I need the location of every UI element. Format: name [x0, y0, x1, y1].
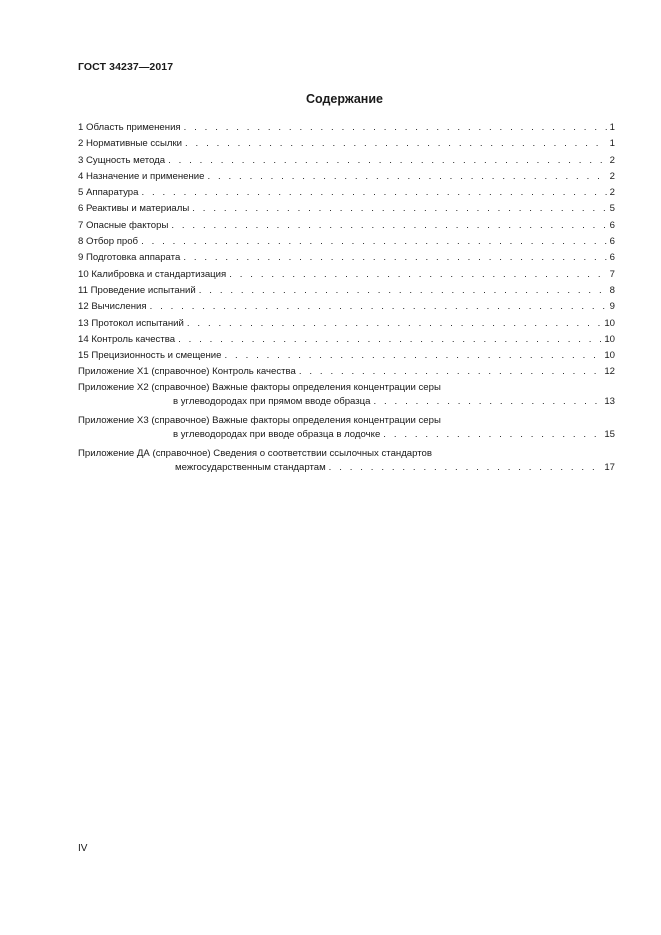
toc-entry-text: Приложение ДА (справочное) Сведения о соответствии ссылочных стандартов [78, 447, 432, 459]
toc-entry[interactable] [78, 153, 615, 169]
toc-entry-text: 2 Нормативные ссылки [78, 138, 183, 150]
toc-entry[interactable] [78, 299, 615, 315]
toc-entry-text: 12 Вычисления [78, 301, 147, 313]
toc-entry-text: 1 Область применения [78, 122, 181, 133]
dot-leader [184, 120, 607, 136]
dot-leader [192, 201, 606, 217]
toc-entry-page: 2 [609, 170, 615, 182]
dot-leader [207, 169, 606, 185]
toc-title: Содержание [305, 92, 383, 106]
toc-entry-page: 6 [609, 219, 615, 231]
dot-leader [141, 185, 606, 201]
toc-entry[interactable] [78, 169, 615, 185]
toc-entry[interactable] [78, 316, 615, 332]
toc-appendix-entry[interactable] [78, 414, 615, 427]
toc-entry-page: 8 [609, 284, 615, 296]
toc-entry-text: 14 Контроль качества [78, 333, 176, 345]
toc-entry[interactable] [78, 250, 615, 266]
toc-entry-text: 10 Калибровка и стандартизация [78, 268, 227, 280]
toc-entry-text: 8 Отбор проб [78, 236, 139, 248]
toc-entry-text: 7 Опасные факторы [78, 219, 169, 231]
toc-appendix-entry[interactable] [78, 447, 615, 460]
toc-entry-page: 13 [604, 395, 615, 407]
toc-entry-text: Приложение X1 (справочное) Контроль качества [78, 366, 296, 378]
toc-entry-page: 2 [609, 154, 615, 166]
page-number: IV [78, 843, 88, 854]
dot-leader [329, 460, 602, 475]
dot-leader [299, 364, 601, 380]
toc-entry-text: 11 Проведение испытаний [78, 284, 196, 296]
toc-entry-page: 10 [604, 350, 615, 362]
toc-entry[interactable] [78, 364, 615, 380]
toc-entry[interactable] [78, 136, 615, 152]
dot-leader [383, 427, 601, 442]
dot-leader [171, 218, 606, 234]
toc-entry-page: 5 [609, 203, 615, 215]
toc-entry-page: 10 [604, 317, 615, 329]
toc-entry-page: 2 [609, 187, 615, 199]
toc-entry[interactable] [78, 332, 615, 348]
toc-appendix-entry-continuation[interactable] [78, 427, 615, 447]
dot-leader [183, 250, 606, 266]
toc-entry-text: 3 Сущность метода [78, 154, 166, 166]
toc-entry-text: 15 Прецизионность и смещение [78, 350, 222, 362]
toc-entry-page: 15 [604, 428, 615, 440]
toc-entry-page: 1 [609, 122, 615, 133]
toc-entry[interactable] [78, 348, 615, 364]
toc-entry-text: Приложение X2 (справочное) Важные факторы определения концентрации серы [78, 381, 441, 393]
toc-appendix-entry-continuation[interactable] [78, 460, 615, 480]
toc-entry-page: 6 [609, 252, 615, 264]
toc-entry[interactable] [78, 201, 615, 217]
toc-appendix-entry-continuation[interactable] [78, 394, 615, 414]
toc-entry[interactable] [78, 283, 615, 299]
toc-entry-page: 6 [609, 236, 615, 248]
toc-entry[interactable] [78, 120, 615, 136]
toc-entry-page: 7 [609, 268, 615, 280]
dot-leader [185, 136, 607, 152]
dot-leader [178, 332, 601, 348]
toc-entry[interactable] [78, 267, 615, 283]
toc-entry-text: 5 Аппаратура [78, 187, 139, 199]
toc-entry-text-continued: межгосударственным стандартам [175, 461, 326, 473]
toc-appendix-entry[interactable] [78, 381, 615, 394]
toc-entry[interactable] [78, 234, 615, 250]
dot-leader [187, 316, 601, 332]
dot-leader [150, 299, 607, 315]
toc-entry[interactable] [78, 185, 615, 201]
dot-leader [199, 283, 607, 299]
toc-entry-page: 12 [604, 366, 615, 378]
toc-entry[interactable] [78, 218, 615, 234]
toc-entry-text-continued: в углеводородах при вводе образца в лодочке [173, 428, 381, 440]
dot-leader [168, 153, 607, 169]
toc-entry-page: 1 [609, 138, 615, 150]
toc-entry-text: 13 Протокол испытаний [78, 317, 184, 329]
toc-entry-page: 10 [604, 333, 615, 345]
dot-leader [225, 348, 602, 364]
toc-entry-page: 17 [604, 461, 615, 473]
document-designation: ГОСТ 34237—2017 [78, 61, 174, 73]
dot-leader [229, 267, 606, 283]
toc-entry-text: 6 Реактивы и материалы [78, 203, 190, 215]
toc-entry-text: 4 Назначение и применение [78, 170, 205, 182]
table-of-contents [78, 120, 615, 480]
dot-leader [373, 394, 601, 409]
toc-entry-page: 9 [609, 301, 615, 313]
toc-entry-text: 9 Подготовка аппарата [78, 252, 181, 264]
toc-entry-text-continued: в углеводородах при прямом вводе образца [173, 395, 371, 407]
dot-leader [141, 234, 607, 250]
toc-entry-text: Приложение X3 (справочное) Важные факторы определения концентрации серы [78, 414, 441, 426]
